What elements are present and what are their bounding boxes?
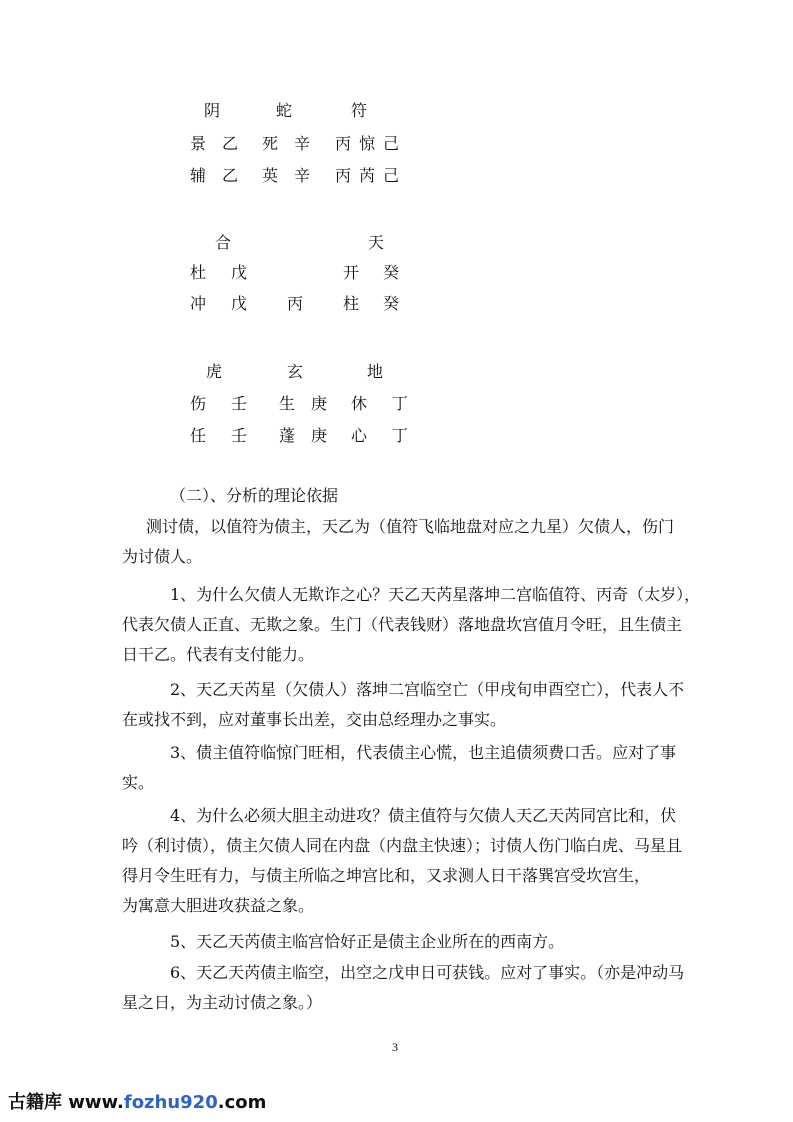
paragraph-point-1 <box>122 580 701 670</box>
paragraph-point-4 <box>122 801 700 921</box>
paragraph-line: 1、为什么欠债人无欺诈之心？天乙天芮星落坤二宫临值符、丙奇（太岁）， <box>170 585 701 604</box>
god-label: 蛇 <box>276 101 293 120</box>
chart-cell: 伤 <box>190 394 207 413</box>
chart-cell: 壬 <box>231 394 248 413</box>
paragraph-line: 为寓意大胆进攻获益之象。 <box>122 896 315 915</box>
paragraph-line: 得月令生旺有力，与债主所临之坤宫比和，又求测人日干落巽宫受坎宫生， <box>122 866 651 885</box>
paragraph-line: 测讨债，以值符为债主，天乙为（值符飞临地盘对应之九星）欠债人，伤门 <box>146 517 675 536</box>
chart-cell: 惊 <box>359 134 376 153</box>
paragraph-line: 在或找不到，应对董事长出差，交由总经理办之事实。 <box>122 710 507 729</box>
paragraph-line: 日干乙。代表有支付能力。 <box>122 645 315 664</box>
section-heading: （二）、分析的理论依据 <box>170 486 339 505</box>
chart-cell: 壬 <box>231 426 248 445</box>
god-label: 虎 <box>206 362 223 381</box>
paragraph-line: 吟（利讨债），债主欠债人同在内盘（内盘主快速）；讨债人伤门临白虎、马星且 <box>122 836 683 855</box>
god-label: 天 <box>368 233 385 252</box>
paragraph-intro <box>122 512 676 572</box>
chart-cell: 丙 <box>287 294 304 313</box>
chart-cell: 生 <box>279 394 296 413</box>
chart-cell: 癸 <box>383 263 400 282</box>
paragraph-line: 4、为什么必须大胆主动进攻？债主值符与欠债人天乙天芮同宫比和，伏 <box>170 806 677 825</box>
chart-cell: 辛 <box>294 166 311 185</box>
chart-cell: 丙 <box>335 134 352 153</box>
chart-cell: 丁 <box>392 426 409 445</box>
chart-cell: 休 <box>351 394 368 413</box>
chart-cell: 景 <box>190 134 207 153</box>
chart-cell: 杜 <box>190 263 207 282</box>
chart-cell: 乙 <box>222 166 239 185</box>
paragraph-line: 为讨债人。 <box>122 547 203 566</box>
chart-cell: 己 <box>383 166 400 185</box>
god-label: 合 <box>215 233 232 252</box>
god-label: 阴 <box>204 101 221 120</box>
god-label: 符 <box>351 101 368 120</box>
paragraph-point-6 <box>122 958 700 1018</box>
site-name: 古籍库 <box>8 1092 62 1113</box>
footer-watermark <box>8 1088 266 1114</box>
paragraph-line: 3、债主值符临惊门旺相，代表债主心慌，也主追债须费口舌。应对了事 <box>170 743 677 762</box>
chart-cell: 丁 <box>392 394 409 413</box>
paragraph-point-2 <box>122 675 700 735</box>
url-prefix: www. <box>68 1092 124 1113</box>
paragraph-line: 星之日，为主动讨债之象。） <box>122 993 323 1012</box>
chart-cell: 英 <box>262 166 279 185</box>
paragraph-line: 5、天乙天芮债主临宫恰好正是债主企业所在的西南方。 <box>170 932 565 951</box>
paragraph-line: 代表欠债人正直、无欺之象。生门（代表钱财）落地盘坎宫值月令旺，且生债主 <box>122 615 683 634</box>
chart-cell: 戊 <box>231 294 248 313</box>
paragraph-line: 6、天乙天芮债主临空，出空之戊申日可获钱。应对了事实。（亦是冲动马 <box>170 963 685 982</box>
chart-cell: 冲 <box>190 294 207 313</box>
paragraph-point-3 <box>122 738 700 798</box>
paragraph-point-5 <box>170 927 700 957</box>
god-label: 地 <box>367 362 384 381</box>
chart-cell: 丙 <box>335 166 352 185</box>
paragraph-line: 实。 <box>122 773 155 792</box>
chart-cell: 心 <box>351 426 368 445</box>
chart-cell: 辅 <box>190 166 207 185</box>
god-label: 玄 <box>287 362 304 381</box>
chart-cell: 死 <box>262 134 279 153</box>
chart-cell: 乙 <box>222 134 239 153</box>
url-suffix: .com <box>217 1092 267 1113</box>
url-domain: fozhu920 <box>123 1092 218 1113</box>
chart-cell: 任 <box>190 426 207 445</box>
chart-cell: 戊 <box>231 263 248 282</box>
chart-cell: 芮 <box>359 166 376 185</box>
page-number: 3 <box>392 1040 398 1054</box>
chart-cell: 癸 <box>383 294 400 313</box>
chart-cell: 柱 <box>343 294 360 313</box>
chart-cell: 辛 <box>294 134 311 153</box>
chart-cell: 开 <box>343 263 360 282</box>
chart-cell: 蓬 <box>279 426 296 445</box>
chart-cell: 己 <box>383 134 400 153</box>
chart-cell: 庚 <box>311 394 328 413</box>
chart-cell: 庚 <box>311 426 328 445</box>
paragraph-line: 2、天乙天芮星（欠债人）落坤二宫临空亡（甲戌旬申酉空亡），代表人不 <box>170 680 685 699</box>
